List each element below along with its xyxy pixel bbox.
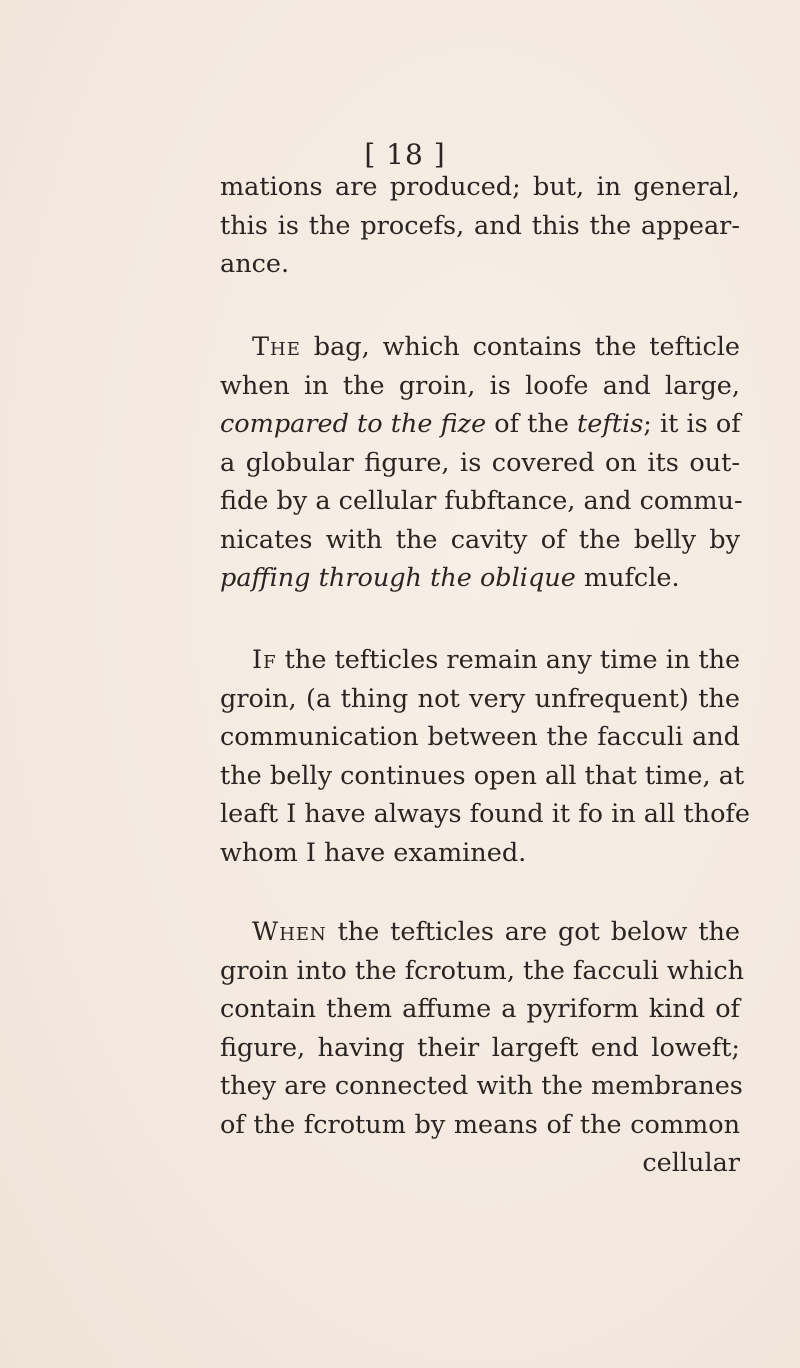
paragraph-3-line-1-text: the tefticles remain any time in the [276, 645, 741, 675]
paragraph-4 [220, 913, 745, 1183]
paragraph-1-line-3: ance. [220, 249, 290, 279]
paragraph-2-italic-phrase-3: paffing through the oblique [220, 563, 576, 593]
paragraph-2-line-3 [220, 405, 740, 444]
paragraph-4-lead: When [252, 917, 327, 947]
paragraph-4-line-1-text: the tefticles are got below the [326, 917, 740, 947]
paragraph-2-line-1 [220, 328, 740, 367]
paragraph-4-line-5: they are connected with the membranes [220, 1071, 743, 1101]
paragraph-2-line-4: a globular figure, is covered on its out- [220, 447, 740, 478]
paragraph-2-plain-3: mufcle. [575, 563, 680, 593]
paragraph-3-line-4: the belly continues open all that time, at [220, 760, 745, 791]
paragraph-3-line-5: leaft I have always found it fo in all thofe [220, 799, 750, 829]
paragraph-3 [220, 641, 750, 872]
paragraph-3-line-2: groin, (a thing not very unfrequent) the [220, 683, 740, 714]
paragraph-2-italic-phrase-2: teftis [577, 409, 644, 439]
paragraph-1-line-2: this is the procefs, and this the appear- [220, 210, 740, 241]
page-number: [ 18 ] [364, 138, 446, 171]
paragraph-3-lead: If [252, 645, 277, 675]
paragraph-2 [220, 328, 743, 598]
paragraph-3-line-1 [220, 641, 740, 680]
catchword: cellular [642, 1148, 740, 1178]
paragraph-2-line-5: fide by a cellular fubftance, and commu- [220, 486, 743, 516]
paragraph-2-plain-2: ; it is of [643, 409, 741, 439]
paragraph-4-line-4: figure, having their largeft end loweft; [220, 1032, 740, 1063]
paragraph-2-lead: The [252, 332, 301, 362]
paragraph-4-line-2: groin into the fcrotum, the facculi which [220, 955, 745, 986]
paragraph-2-line-6: nicates with the cavity of the belly by [220, 524, 740, 555]
paragraph-4-line-6: of the fcrotum by means of the common [220, 1109, 740, 1140]
paragraph-2-plain-1: of the [486, 409, 578, 439]
paragraph-4-line-3: contain them affume a pyriform kind of [220, 994, 740, 1024]
paragraph-2-line-7 [220, 559, 740, 598]
paragraph-3-line-6: whom I have examined. [220, 837, 527, 868]
paragraph-3-line-3: communication between the facculi and [220, 722, 740, 752]
paragraph-2-line-1-text: bag, which contains the tefticle [300, 332, 740, 362]
paragraph-4-line-1 [220, 913, 740, 952]
paragraph-2-italic-phrase-1: compared to the fize [220, 409, 487, 439]
paragraph-2-line-2: when in the groin, is loofe and large, [220, 370, 740, 401]
paragraph-1 [220, 168, 740, 284]
paragraph-1-line-1: mations are produced; but, in general, [220, 172, 740, 202]
